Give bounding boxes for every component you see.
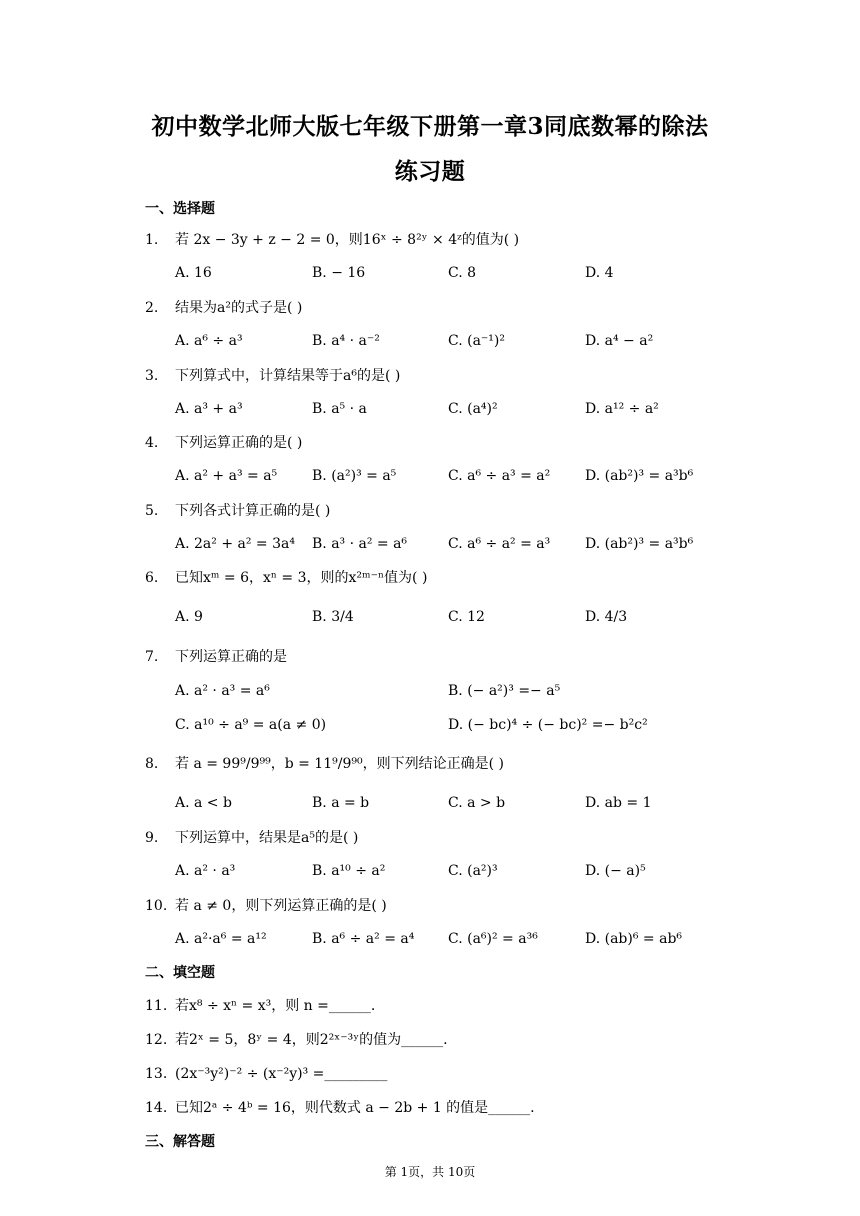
question [145, 1062, 760, 1086]
option-a: A. a < b [175, 795, 232, 811]
option-c: C. (a⁴)² [448, 401, 498, 417]
question-stem: 若 a ≠ 0，则下列运算正确的是( ) [175, 898, 387, 914]
question [145, 431, 760, 455]
answer-options [175, 603, 775, 631]
option-d: D. ab = 1 [585, 795, 652, 811]
answer-options [175, 925, 775, 953]
page-title: 初中数学北师大版七年级下册第一章3同底数幂的除法 [151, 113, 709, 140]
option-b: B. a⁶ ÷ a² = a⁴ [312, 931, 415, 947]
option-d: D. 4/3 [585, 609, 628, 625]
question-number: 14. [145, 1100, 168, 1116]
question-number: 5. [145, 503, 159, 519]
option-a: A. a² · a³ [175, 863, 236, 879]
answer-options [175, 677, 775, 705]
option-b: B. a = b [312, 795, 370, 811]
question-number: 12. [145, 1032, 168, 1048]
question-stem: 下列运算正确的是 [175, 649, 287, 665]
option-d: D. a¹² ÷ a² [585, 401, 659, 417]
question-stem: 已知xᵐ = 6，xⁿ = 3，则的x²ᵐ⁻ⁿ值为( ) [175, 570, 428, 586]
option-b: B. 3/4 [312, 609, 354, 625]
option-d: D. (ab²)³ = a³b⁶ [585, 536, 694, 552]
option-b: B. − 16 [312, 265, 366, 281]
question [145, 645, 760, 669]
question-number: 1. [145, 232, 159, 248]
option-d: D. (ab²)³ = a³b⁶ [585, 468, 694, 484]
section-heading-answer: 三、解答题 [145, 1134, 215, 1150]
question-number: 9. [145, 830, 159, 846]
question-number: 13. [145, 1066, 168, 1082]
question-stem: 结果为a²的式子是( ) [175, 300, 303, 316]
question-number: 7. [145, 649, 159, 665]
question-number: 8. [145, 756, 159, 772]
option-b: B. a⁵ · a [312, 401, 367, 417]
question-stem: 下列算式中，计算结果等于a⁶的是( ) [175, 368, 401, 384]
question-number: 6. [145, 570, 159, 586]
option-c: C. a⁶ ÷ a² = a³ [448, 536, 551, 552]
option-a: A. 16 [175, 265, 212, 281]
page-footer: 第 1页，共 10页 [384, 1165, 476, 1179]
answer-options [175, 327, 775, 355]
question-stem: (2x⁻³y²)⁻² ÷ (x⁻²y)³ =_________ [175, 1066, 388, 1082]
option-b: B. (− a²)³ =− a⁵ [448, 683, 561, 699]
option-b: B. a³ · a² = a⁶ [312, 536, 408, 552]
question-number: 4. [145, 435, 159, 451]
option-c: C. 8 [448, 265, 477, 281]
option-c: C. a¹⁰ ÷ a⁹ = a(a ≠ 0) [175, 717, 327, 733]
question [145, 826, 760, 850]
question [145, 228, 760, 252]
question [145, 752, 760, 776]
question-stem: 若x⁸ ÷ xⁿ = x³，则 n =______. [175, 998, 376, 1014]
question-stem: 若2ˣ = 5，8ʸ = 4，则2²ˣ⁻³ʸ的值为______. [175, 1032, 448, 1048]
answer-options [175, 857, 775, 885]
option-c: C. (a²)³ [448, 863, 498, 879]
option-b: B. a¹⁰ ÷ a² [312, 863, 386, 879]
section-heading-fill: 二、填空题 [145, 965, 215, 981]
question-stem: 若 a = 99⁹/9⁹⁹，b = 11⁹/9⁹⁰，则下列结论正确是( ) [175, 756, 504, 772]
question-number: 3. [145, 368, 159, 384]
question [145, 894, 760, 918]
option-b: B. a⁴ · a⁻² [312, 333, 380, 349]
question-stem: 已知2ᵃ ÷ 4ᵇ = 16，则代数式 a − 2b + 1 的值是______. [175, 1100, 535, 1116]
answer-options [175, 462, 775, 490]
question-number: 11. [145, 998, 168, 1014]
question-stem: 下列各式计算正确的是( ) [175, 503, 331, 519]
question-stem: 若 2x − 3y + z − 2 = 0，则16ˣ ÷ 8²ʸ × 4ᶻ的值为( ) [175, 232, 520, 248]
option-b: B. (a²)³ = a⁵ [312, 468, 397, 484]
answer-options [175, 395, 775, 423]
question [145, 364, 760, 388]
question [145, 1028, 760, 1052]
section-heading-choice: 一、选择题 [145, 201, 215, 217]
question-stem: 下列运算正确的是( ) [175, 435, 303, 451]
question [145, 994, 760, 1018]
option-c: C. (a⁻¹)² [448, 333, 505, 349]
option-a: A. 9 [175, 609, 203, 625]
answer-options [175, 259, 775, 287]
question [145, 1096, 760, 1120]
option-d: D. (ab)⁶ = ab⁶ [585, 931, 683, 947]
option-a: A. a³ + a³ [175, 401, 243, 417]
option-d: D. (− a)⁵ [585, 863, 646, 879]
question-stem: 下列运算中，结果是a⁵的是( ) [175, 830, 359, 846]
option-a: A. a⁶ ÷ a³ [175, 333, 243, 349]
question-number: 2. [145, 300, 159, 316]
option-a: A. 2a² + a² = 3a⁴ [175, 536, 295, 552]
option-a: A. a² · a³ = a⁶ [175, 683, 270, 699]
option-d: D. (− bc)⁴ ÷ (− bc)² =− b²c² [448, 717, 648, 733]
question [145, 566, 760, 590]
page-title-continued: 练习题 [394, 158, 466, 185]
option-c: C. 12 [448, 609, 485, 625]
option-c: C. (a⁶)² = a³⁶ [448, 931, 538, 947]
option-d: D. 4 [585, 265, 614, 281]
question [145, 296, 760, 320]
option-a: A. a² + a³ = a⁵ [175, 468, 278, 484]
option-d: D. a⁴ − a² [585, 333, 654, 349]
answer-options [175, 711, 775, 739]
question-number: 10. [145, 898, 168, 914]
answer-options [175, 789, 775, 817]
option-c: C. a > b [448, 795, 506, 811]
answer-options [175, 530, 775, 558]
option-c: C. a⁶ ÷ a³ = a² [448, 468, 551, 484]
question [145, 499, 760, 523]
option-a: A. a²·a⁶ = a¹² [175, 931, 267, 947]
